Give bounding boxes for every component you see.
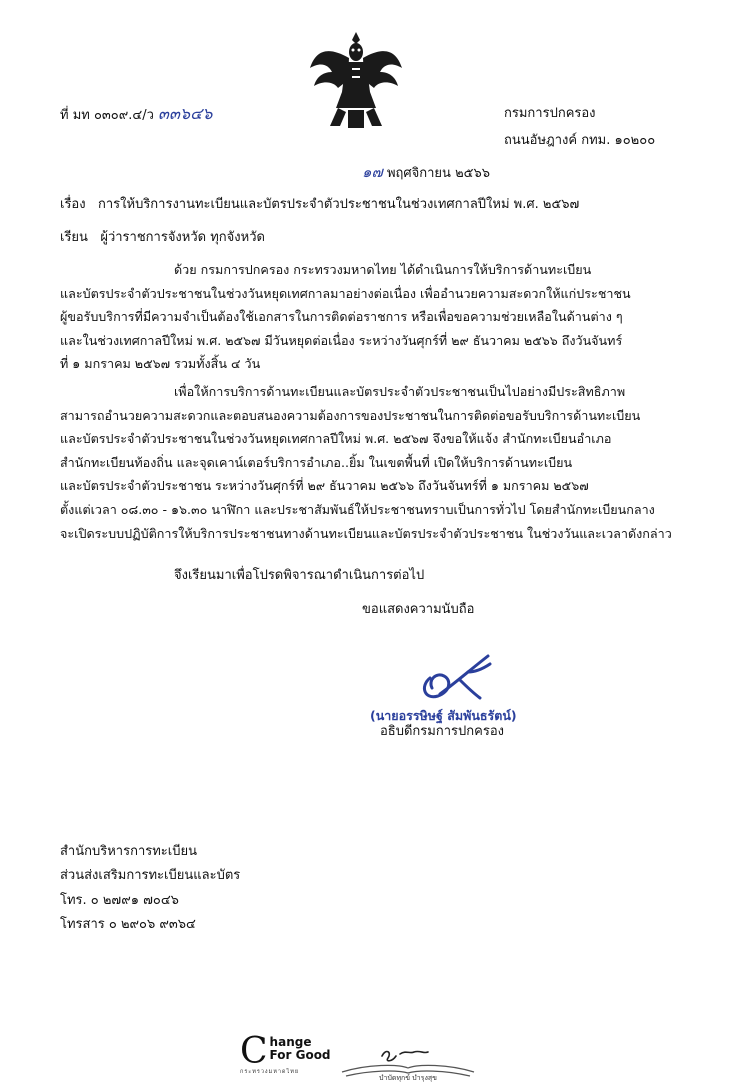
handwritten-signature [410,650,502,706]
contact-unit: สำนักบริหารการทะเบียน [60,844,197,859]
paragraph-line: สำนักทะเบียนท้องถิ่น และจุดเคาน์เตอร์บริการอำเภอ..ยิ้ม ในเขตพื้นที่ เปิดให้บริการด้านทะเบียน [60,454,573,470]
document-date [362,162,490,184]
change-for-good-logo [240,1031,331,1076]
subject-text: การให้บริการงานทะเบียนและบัตรประจำตัวประชาชนในช่วงเทศกาลปีใหม่ พ.ศ. ๒๕๖๗ [98,197,580,212]
paragraph-line: จะเปิดระบบปฏิบัติการให้บริการประชาชนทางด้านทะเบียนและบัตรประจำตัวประชาชน ในช่วงวันและเวลาดังกล่าว [60,525,672,541]
reference-prefix: ที่ มท ๐๓๐๙.๔/ว [60,108,154,123]
recipient-label: เรียน [60,230,88,245]
paragraph-line: และบัตรประจำตัวประชาชนในช่วงวันหยุดเทศกาลมาอย่างต่อเนื่อง เพื่ออำนวยความสะดวกให้แก่ประชาชน [60,285,631,301]
subject-label: เรื่อง [60,197,86,212]
paragraph-line: และในช่วงเทศกาลปีใหม่ พ.ศ. ๒๕๖๗ มีวันหยุดต่อเนื่อง ระหว่างวันศุกร์ที่ ๒๙ ธันวาคม ๒๕๖๖ ถึงวันจันทร์ [60,332,623,348]
body-paragraph-3: จึงเรียนมาเพื่อโปรดพิจารณาดำเนินการต่อไป [174,568,425,583]
body-paragraph-2 [60,380,682,545]
logo-letter-c: C [240,1031,268,1072]
subject-line [60,195,579,215]
paragraph-line: ด้วย กรมการปกครอง กระทรวงมหาดไทย ได้ดำเนินการให้บริการด้านทะเบียน [174,262,592,277]
signer-name: (นายอรรษิษฐ์ สัมพันธรัตน์) [370,708,517,723]
reference-line [60,104,212,126]
body-paragraph-1 [60,258,682,376]
paragraph-line: ตั้งแต่เวลา ๐๘.๓๐ - ๑๖.๓๐ นาฬิกา และประชาสัมพันธ์ให้ประชาชนทราบเป็นการทั่วไป โดยสำนักทะเบียนกลาง [60,501,655,517]
signer-title: อธิบดีกรมการปกครอง [380,724,504,739]
garuda-emblem-icon [308,28,404,132]
contact-phone: โทร. ๐ ๒๗๙๑ ๗๐๔๖ [60,893,179,908]
date-day-handwritten: ๑๗ [362,163,383,181]
paragraph-line: และบัตรประจำตัวประชาชน ระหว่างวันศุกร์ที่ ๒๙ ธันวาคม ๒๕๖๖ ถึงวันจันทร์ที่ ๑ มกราคม ๒๕๖๗ [60,478,589,494]
reference-number-handwritten: ๓๓๖๔๖ [158,104,213,123]
date-month-year: พฤศจิกายน ๒๕๖๖ [386,166,490,181]
recipient-line [60,228,265,248]
office-name: กรมการปกครอง [504,106,596,121]
motto-text: บำบัดทุกข์ บำรุงสุข [379,1074,437,1082]
ministry-motto-seal-icon [338,1042,478,1082]
contact-division: ส่วนส่งเสริมการทะเบียนและบัตร [60,868,241,883]
paragraph-line: สามารถอำนวยความสะดวกและตอบสนองความต้องการของประชาชนในการติดต่อขอรับบริการด้านทะเบียน [60,407,641,423]
paragraph-line: ที่ ๑ มกราคม ๒๕๖๗ รวมทั้งสิ้น ๔ วัน [60,356,261,372]
paragraph-line: และบัตรประจำตัวประชาชนในช่วงวันหยุดเทศกาลปีใหม่ พ.ศ. ๒๕๖๗ จึงขอให้แจ้ง สำนักทะเบียนอำเภอ [60,431,612,447]
paragraph-line: ผู้ขอรับบริการที่มีความจำเป็นต้องใช้เอกสารในการติดต่อราชการ หรือเพื่อขอความช่วยเหลือในด้านต่าง ๆ [60,309,623,325]
logo-subtext: กระทรวงมหาดไทย [240,1069,300,1075]
logo-line-2: For Good [269,1048,331,1062]
closing-salutation: ขอแสดงความนับถือ [362,602,475,617]
logo-line-1: hange [269,1035,312,1049]
paragraph-line: เพื่อให้การบริการด้านทะเบียนและบัตรประจำตัวประชาชนเป็นไปอย่างมีประสิทธิภาพ [174,384,626,399]
office-address: ถนนอัษฎางค์ กทม. ๑๐๒๐๐ [504,133,656,148]
contact-fax: โทรสาร ๐ ๒๙๐๖ ๙๓๖๔ [60,917,196,932]
recipient-text: ผู้ว่าราชการจังหวัด ทุกจังหวัด [100,230,265,245]
